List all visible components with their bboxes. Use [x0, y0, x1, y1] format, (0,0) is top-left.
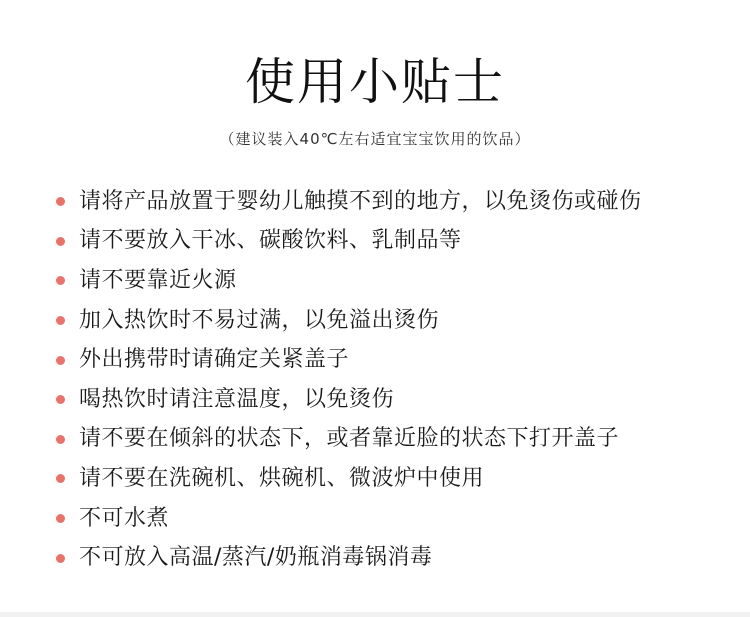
- tip-text: 加入热饮时不易过满，以免溢出烫伤: [79, 307, 440, 333]
- bullet-dot-icon: [56, 474, 65, 483]
- tip-text: 喝热饮时请注意温度，以免烫伤: [79, 386, 395, 412]
- bullet-dot-icon: [56, 197, 65, 206]
- tip-item: [56, 538, 736, 578]
- bullet-dot-icon: [56, 554, 65, 563]
- tip-item: [56, 182, 736, 222]
- tip-item: [56, 380, 736, 420]
- bullet-dot-icon: [56, 514, 65, 523]
- tip-text: 请不要靠近火源: [79, 267, 237, 293]
- tip-text: 外出携带时请确定关紧盖子: [79, 347, 350, 373]
- tip-text: 不可水煮: [79, 505, 170, 531]
- tip-item: [56, 459, 736, 499]
- bullet-dot-icon: [56, 276, 65, 285]
- bullet-dot-icon: [56, 435, 65, 444]
- bullet-dot-icon: [56, 356, 65, 365]
- tip-item: [56, 301, 736, 341]
- bullet-dot-icon: [56, 237, 65, 246]
- tip-text: 请不要在倾斜的状态下，或者靠近脸的状态下打开盖子: [79, 426, 620, 452]
- tip-item: [56, 340, 736, 380]
- tip-text: 不可放入高温/蒸汽/奶瓶消毒锅消毒: [79, 545, 433, 571]
- tip-item: [56, 222, 736, 262]
- bottom-divider: [0, 612, 750, 617]
- tip-text: 请将产品放置于婴幼儿触摸不到的地方，以免烫伤或碰伤: [79, 188, 642, 214]
- tip-text: 请不要在洗碗机、烘碗机、微波炉中使用: [79, 465, 485, 491]
- bullet-dot-icon: [56, 316, 65, 325]
- tip-item: [56, 261, 736, 301]
- tip-item: [56, 499, 736, 539]
- bullet-dot-icon: [56, 395, 65, 404]
- tip-text: 请不要放入干冰、碳酸饮料、乳制品等: [79, 228, 462, 254]
- tip-item: [56, 420, 736, 460]
- page-subtitle: （建议装入40℃左右适宜宝宝饮用的饮品）: [219, 130, 531, 148]
- tips-list: [56, 182, 736, 578]
- page-title: 使用小贴士: [245, 53, 505, 111]
